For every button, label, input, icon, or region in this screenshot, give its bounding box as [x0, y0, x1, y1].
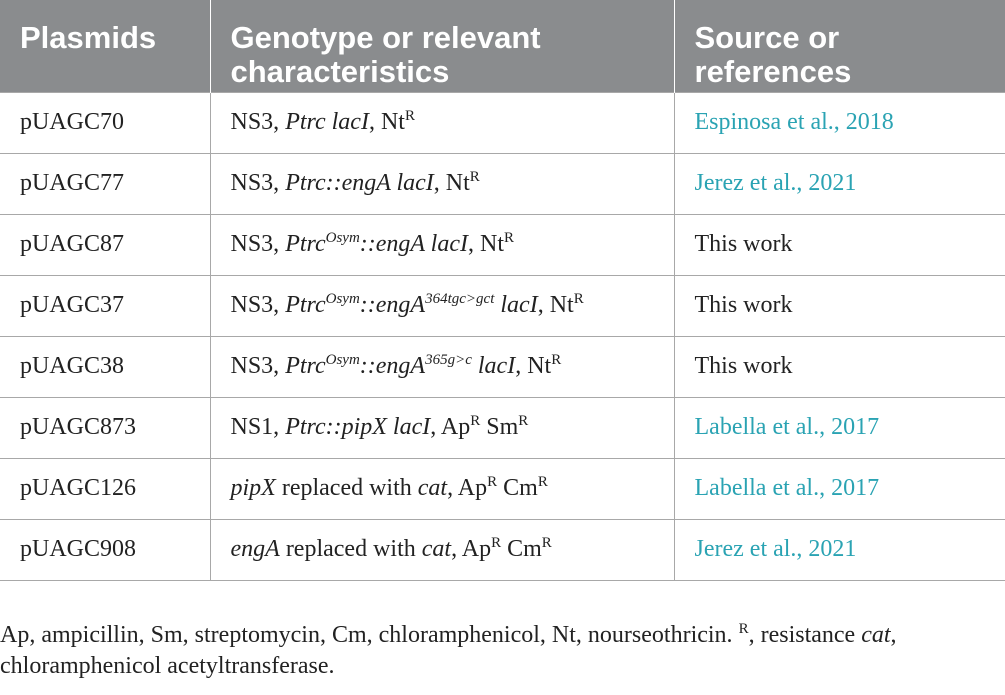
header-row [0, 0, 1005, 92]
genotype-cell: pipX replaced with cat, $Ap^R$ $Cm^R$ [210, 458, 674, 519]
genotype-cell: NS1, Ptrc::pipX lacI, $Ap^R$ $Sm^R$ [210, 397, 674, 458]
genotype-cell: NS3, Ptrc$^{Osym}$::engA$^{364tgc>gct}$ lacI, $Nt^R$ [210, 275, 674, 336]
genotype-cell: NS3, Ptrc lacI, $Nt^R$ [210, 92, 674, 153]
plasmid-cell: pUAGC87 [0, 214, 210, 275]
source-cell: This work [674, 336, 1005, 397]
table-footnote: Ap, ampicillin, Sm, streptomycin, Cm, chloramphenicol, Nt, nourseothricin. $^R$, resistance cat, chloramphenicol acetyltransferase. [0, 621, 897, 679]
genotype-cell: engA replaced with cat, $Ap^R$ $Cm^R$ [210, 519, 674, 580]
genotype-cell: NS3, Ptrc$^{Osym}$::engA$^{365g>c}$ lacI, $Nt^R$ [210, 336, 674, 397]
plasmid-cell: pUAGC77 [0, 153, 210, 214]
table-row [0, 275, 1005, 336]
plasmid-cell: pUAGC873 [0, 397, 210, 458]
reference-link[interactable]: Labella et al., 2017 [694, 475, 880, 501]
plasmid-cell: pUAGC37 [0, 275, 210, 336]
plasmid-cell: pUAGC38 [0, 336, 210, 397]
reference-link[interactable]: Labella et al., 2017 [694, 414, 880, 440]
source-cell: This work [674, 214, 1005, 275]
header-plasmids: Plasmids [0, 0, 210, 92]
table-row [0, 153, 1005, 214]
table-row [0, 92, 1005, 153]
genotype-cell: NS3, Ptrc::engA lacI, $Nt^R$ [210, 153, 674, 214]
source-cell[interactable] [674, 519, 1005, 580]
header-source: Source or references [674, 0, 1005, 92]
source-cell: This work [674, 275, 1005, 336]
source-cell[interactable] [674, 397, 1005, 458]
source-cell[interactable] [674, 458, 1005, 519]
table-row [0, 397, 1005, 458]
reference-link[interactable]: Espinosa et al., 2018 [694, 109, 894, 135]
source-cell[interactable] [674, 153, 1005, 214]
reference-link[interactable]: Jerez et al., 2021 [694, 170, 857, 196]
table-row [0, 336, 1005, 397]
plasmid-cell: pUAGC126 [0, 458, 210, 519]
table-row [0, 214, 1005, 275]
table-row [0, 458, 1005, 519]
plasmid-cell: pUAGC908 [0, 519, 210, 580]
table-row [0, 519, 1005, 580]
plasmid-cell: pUAGC70 [0, 92, 210, 153]
header-genotype: Genotype or relevant characteristics [210, 0, 674, 92]
genotype-cell: NS3, Ptrc$^{Osym}$::engA lacI, $Nt^R$ [210, 214, 674, 275]
source-cell[interactable] [674, 92, 1005, 153]
reference-link[interactable]: Jerez et al., 2021 [694, 536, 857, 562]
